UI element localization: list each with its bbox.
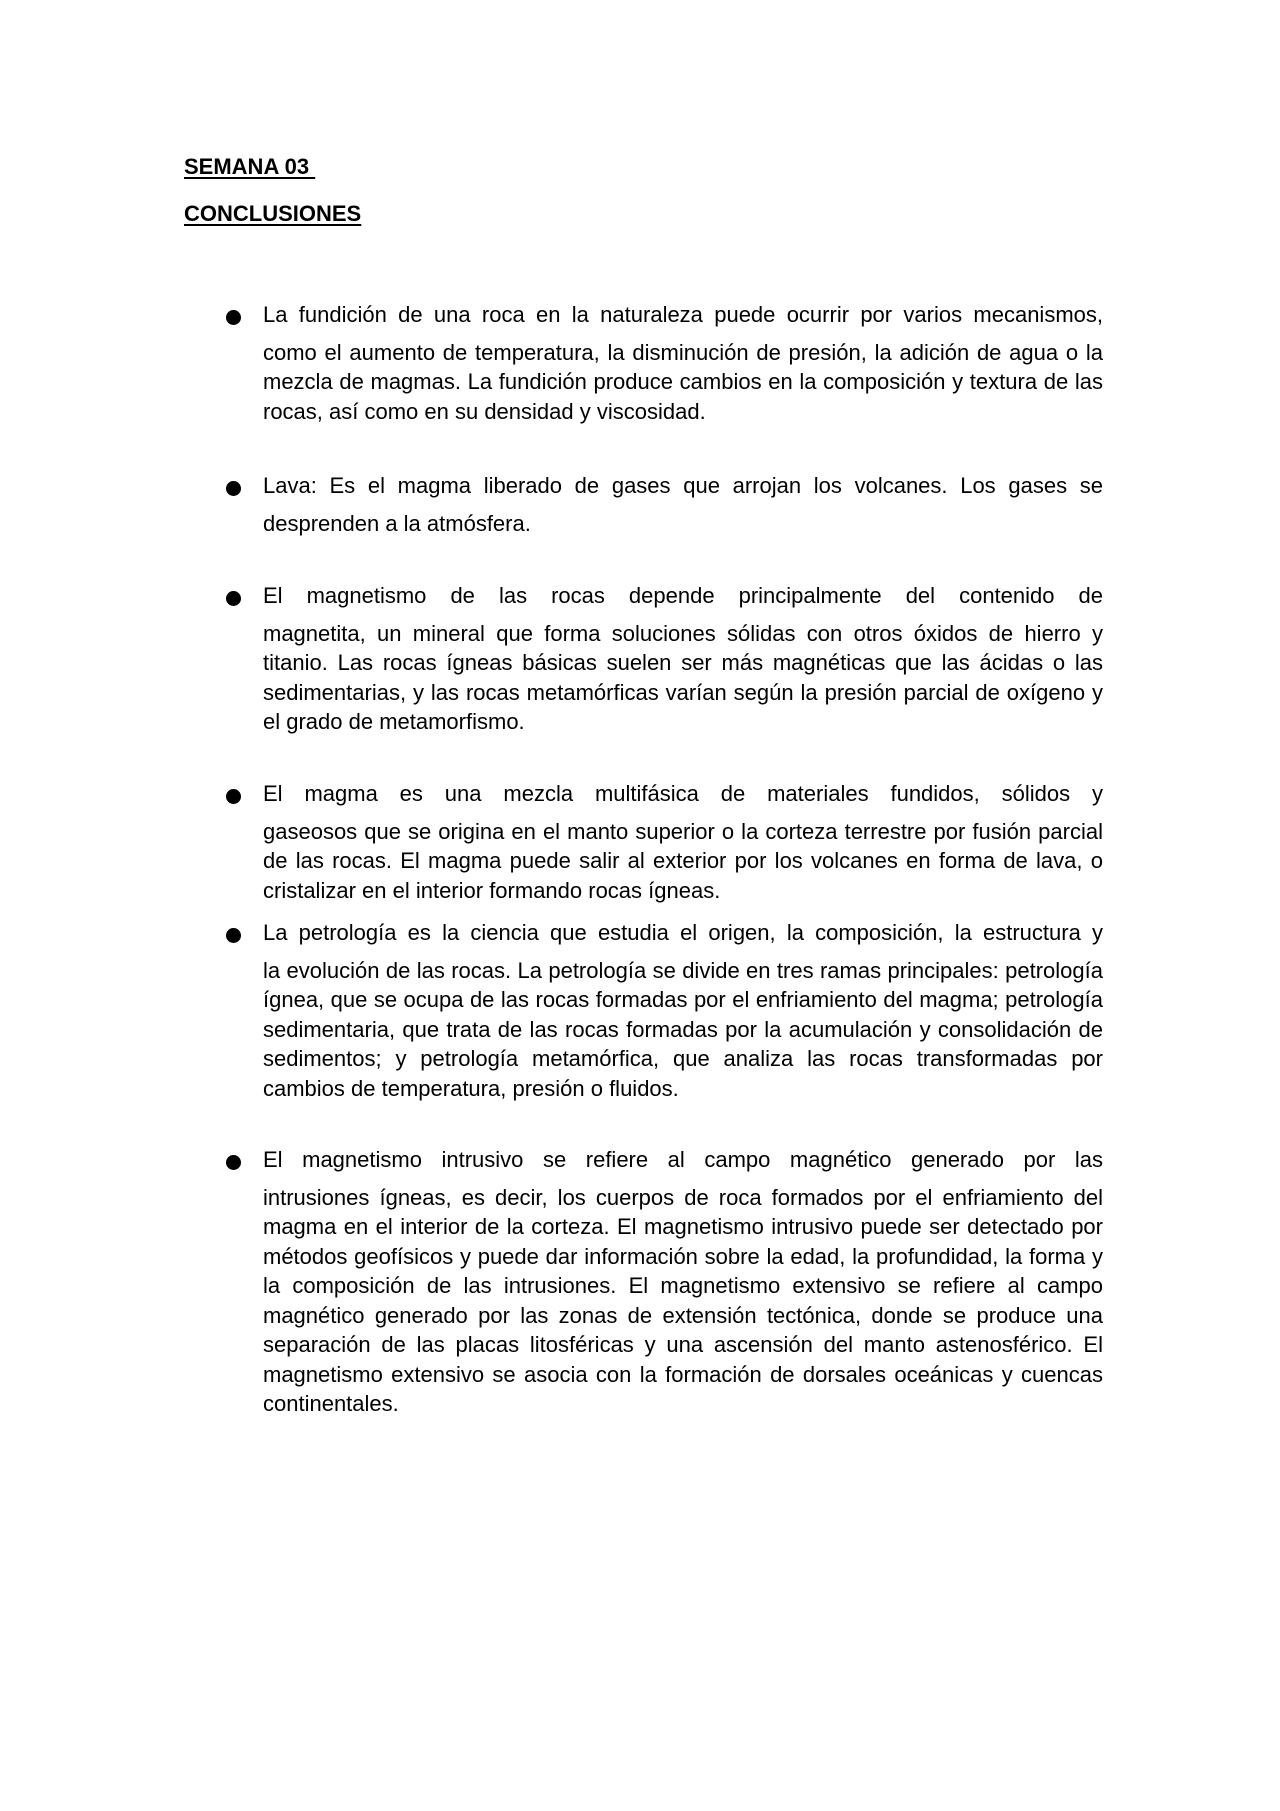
- bullet-icon: [226, 310, 241, 325]
- list-item-body: desprenden a la atmósfera.: [263, 510, 531, 536]
- list-item-first-line: La fundición de una roca en la naturaleza puede ocurrir por varios mecanismos,: [263, 302, 1103, 327]
- list-item-body: como el aumento de temperatura, la disminución de presión, la adición de agua o la mezcla de magmas. La fundición produce cambios en la composición y textura de las rocas, así como en su densidad y viscosidad.: [263, 339, 1103, 424]
- section-heading: CONCLUSIONES: [184, 201, 362, 226]
- bullet-icon: [226, 1155, 241, 1170]
- bullet-icon: [226, 481, 241, 496]
- list-item-text: [263, 918, 1103, 1103]
- list-item-text: [263, 1145, 1103, 1419]
- list-item-first-line: La petrología es la ciencia que estudia el origen, la composición, la estructura y: [263, 920, 1103, 945]
- list-item-first-line: Lava: Es el magma liberado de gases que arrojan los volcanes. Los gases se: [263, 473, 1103, 498]
- list-item-text: [263, 581, 1103, 737]
- list-item-text: [263, 779, 1103, 905]
- list-item-body: la evolución de las rocas. La petrología se divide en tres ramas principales: petrología ígnea, que se ocupa de las rocas formadas por el enfriamiento del magma; petrología sedimentaria, que trata de las rocas formadas por la acumulación y consolidación de sedimentos; y petrología metamórfica, que analiza las rocas transformadas por cambios de temperatura, presión o fluidos.: [263, 957, 1103, 1101]
- list-item-body: gaseosos que se origina en el manto superior o la corteza terrestre por fusión parcial de las rocas. El magma puede salir al exterior por los volcanes en forma de lava, o cristalizar en el interior formando rocas ígneas.: [263, 818, 1103, 903]
- bullet-icon: [226, 928, 241, 943]
- list-item-first-line: El magnetismo intrusivo se refiere al campo magnético generado por las: [263, 1147, 1103, 1172]
- list-item-body: magnetita, un mineral que forma soluciones sólidas con otros óxidos de hierro y titanio. Las rocas ígneas básicas suelen ser más magnéticas que las ácidas o las sedimentarias, y las rocas metamórficas varían según la presión parcial de oxígeno y el grado de metamorfismo.: [263, 620, 1103, 734]
- list-item-text: [263, 300, 1103, 426]
- week-heading: SEMANA 03: [184, 154, 316, 179]
- list-item-first-line: El magma es una mezcla multifásica de materiales fundidos, sólidos y: [263, 781, 1103, 806]
- list-item-body: intrusiones ígneas, es decir, los cuerpos de roca formados por el enfriamiento del magma en el interior de la corteza. El magnetismo intrusivo puede ser detectado por métodos geofísicos y puede dar información sobre la edad, la profundidad, la forma y la composición de las intrusiones. El magnetismo extensivo se refiere al campo magnético generado por las zonas de extensión tectónica, donde se produce una separación de las placas litosféricas y una ascensión del manto astenosférico. El magnetismo extensivo se asocia con la formación de dorsales oceánicas y cuencas continentales.: [263, 1184, 1103, 1416]
- bullet-icon: [226, 591, 241, 606]
- bullet-icon: [226, 789, 241, 804]
- list-item-first-line: El magnetismo de las rocas depende principalmente del contenido de: [263, 583, 1103, 608]
- list-item-text: [263, 471, 1103, 538]
